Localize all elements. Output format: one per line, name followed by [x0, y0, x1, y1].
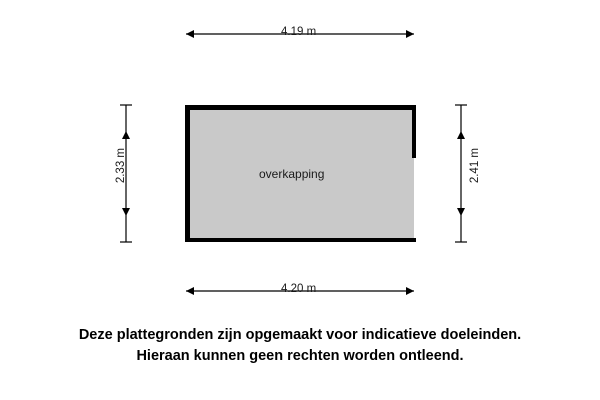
- room-label-overkapping: overkapping: [259, 167, 325, 181]
- dimension-label-top: 4.19 m: [281, 26, 317, 38]
- disclaimer-line-1: Deze plattegronden zijn opgemaakt voor indicatieve doeleinden.: [78, 327, 522, 343]
- dimension-label-right: 2.41 m: [469, 148, 481, 184]
- dimension-line-right: [455, 105, 467, 242]
- dimension-label-left: 2.33 m: [115, 148, 127, 184]
- disclaimer-line-2: Hieraan kunnen geen rechten worden ontleend.: [136, 348, 464, 364]
- dimension-label-bottom: 4.20 m: [281, 283, 317, 295]
